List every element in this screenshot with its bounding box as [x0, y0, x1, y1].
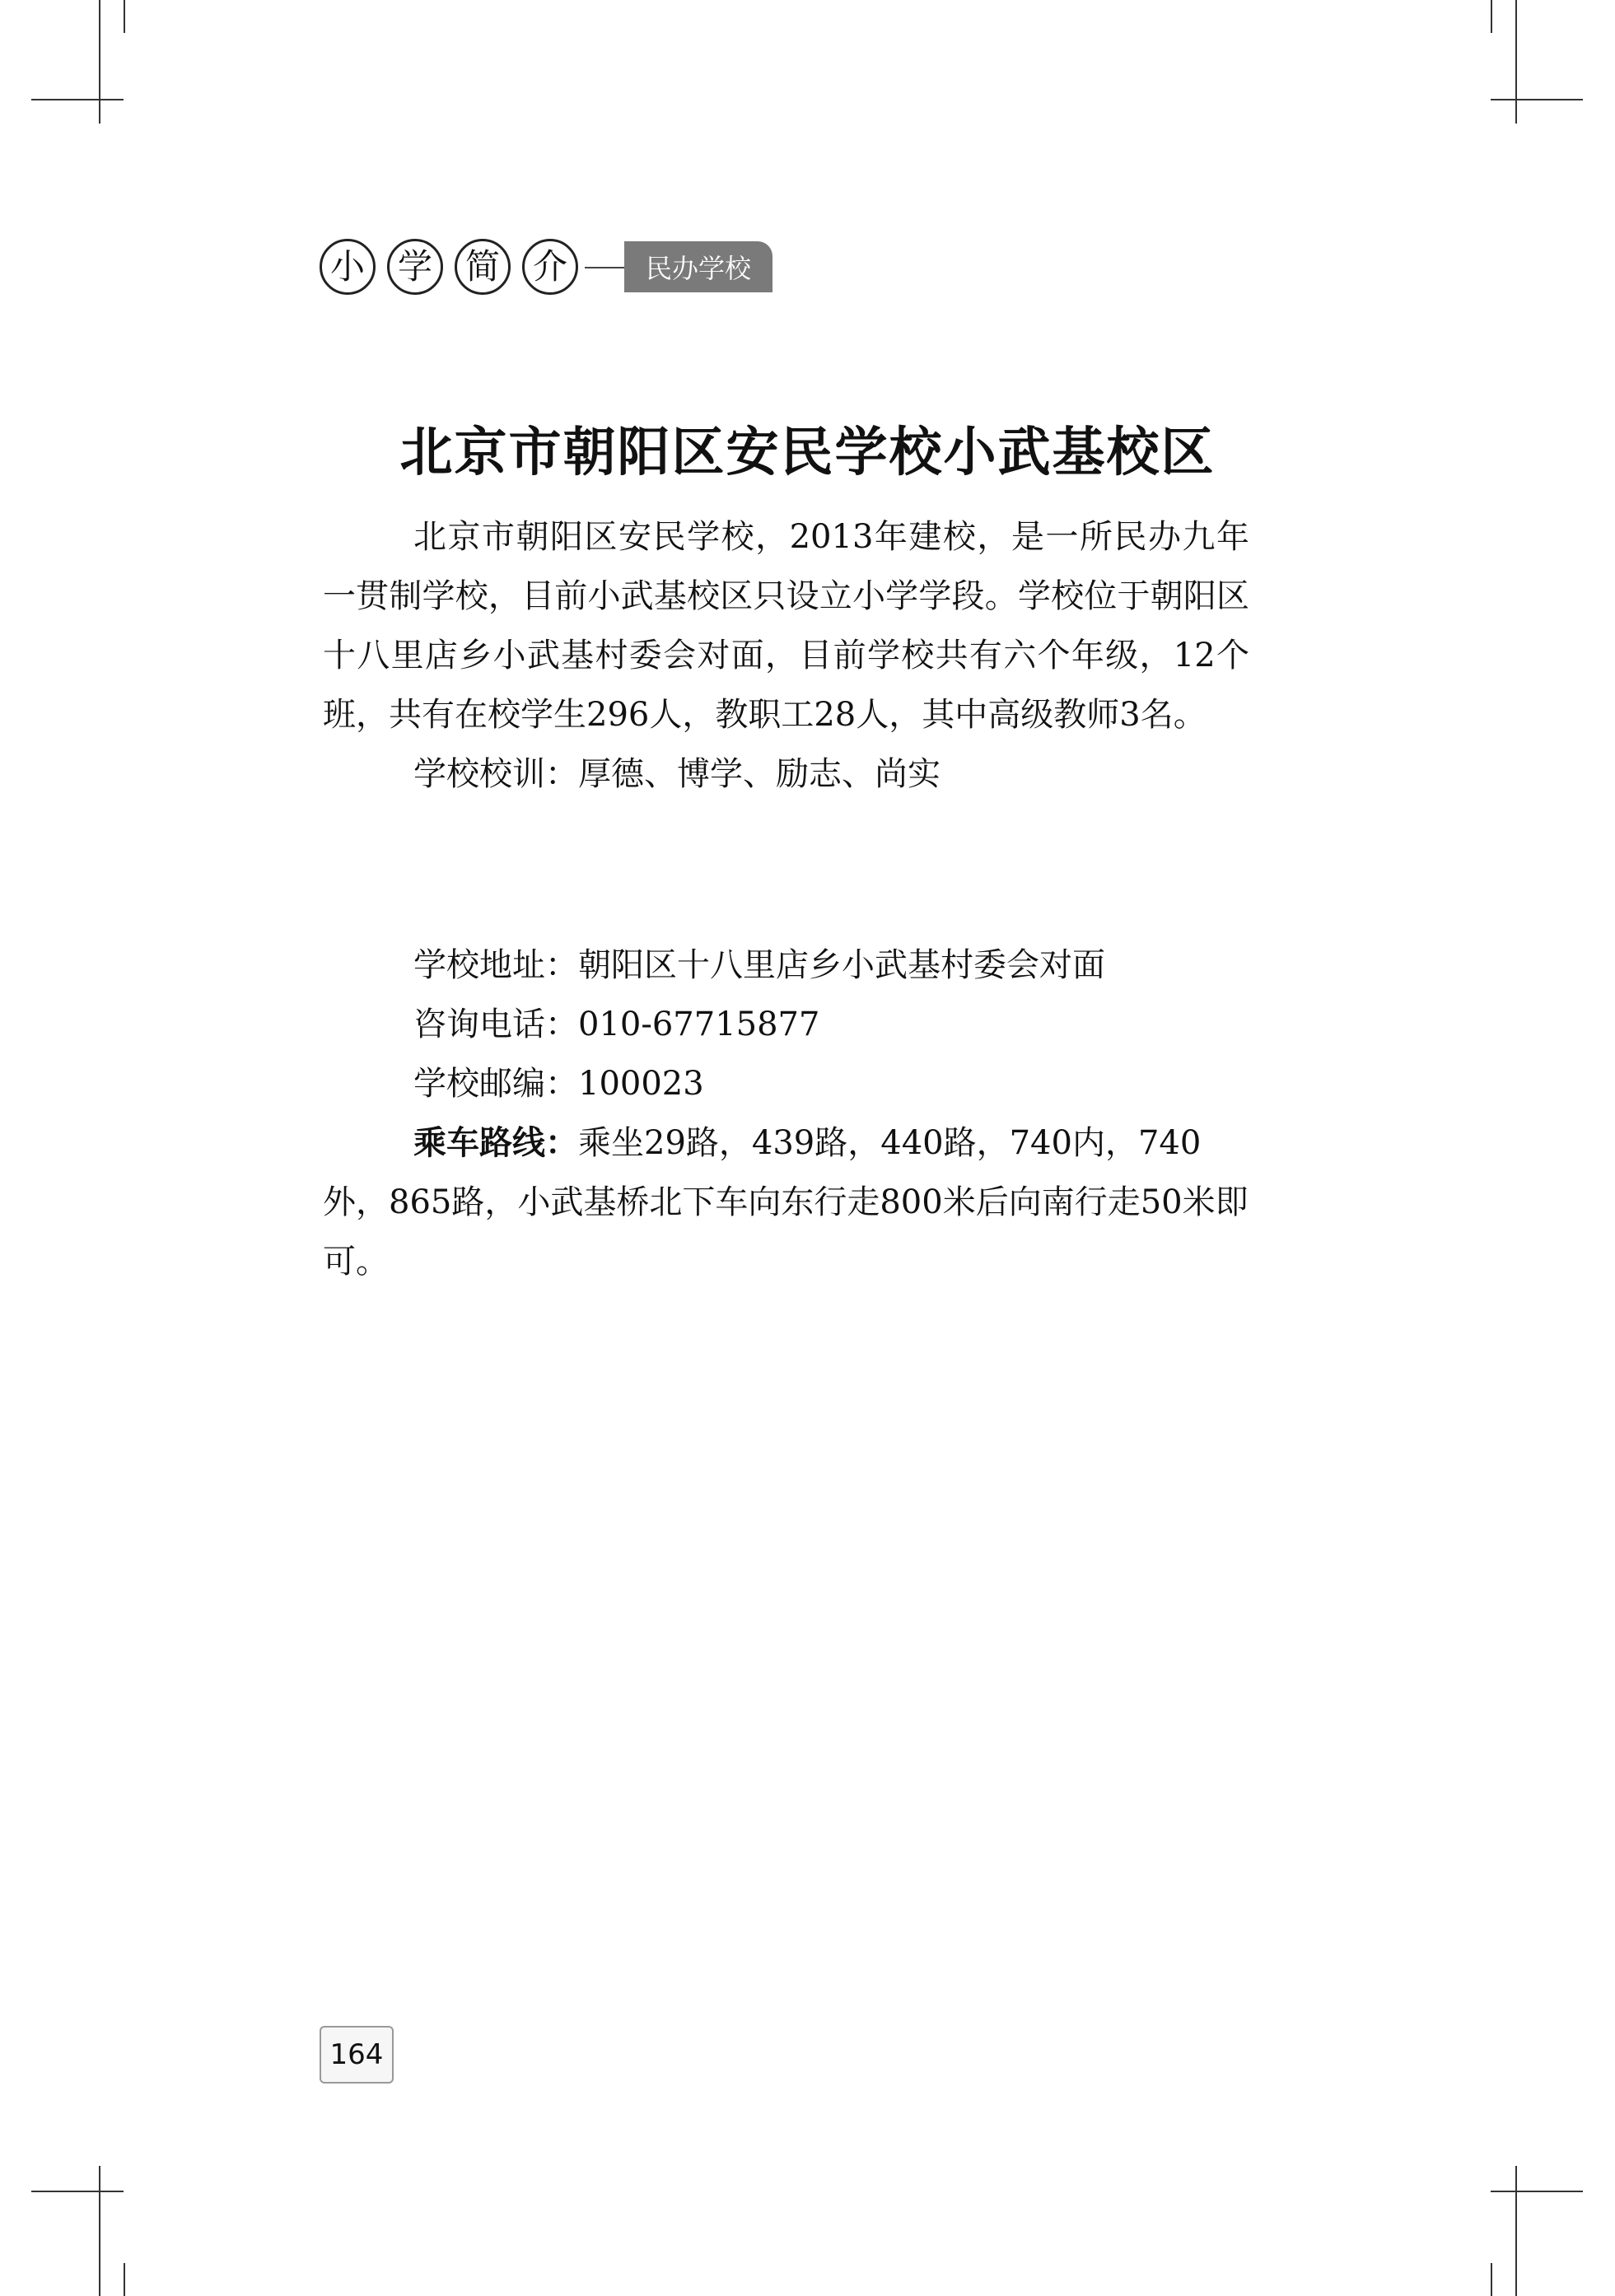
- page-number: 164: [320, 2026, 394, 2084]
- route-text: 乘坐29路，439路，440路，740内，740外，865路，小武基桥北下车向东行走800米后向南行走50米即可。: [323, 1124, 1249, 1281]
- route-label: 乘车路线：: [413, 1124, 578, 1162]
- crop-mark: [124, 0, 125, 33]
- crop-mark: [99, 0, 100, 124]
- crop-mark: [99, 2166, 100, 2296]
- crop-mark: [1515, 0, 1517, 124]
- crop-mark: [31, 2191, 124, 2192]
- phone-line: 咨询电话：010-67715877: [413, 1006, 820, 1043]
- crop-mark: [31, 99, 124, 100]
- series-char: 简: [455, 239, 511, 295]
- crop-mark: [1491, 99, 1583, 100]
- series-char: 学: [387, 239, 443, 295]
- intro-paragraph: 北京市朝阳区安民学校，2013年建校，是一所民办九年一贯制学校，目前小武基校区只设立小学学段。学校位于朝阳区十八里店乡小武基村委会对面，目前学校共有六个年级，12个班，共有在校学生296人，教职工28人，其中高级教师3名。: [323, 518, 1249, 734]
- route-paragraph: [323, 1113, 1249, 1291]
- postcode-line: 学校邮编：100023: [413, 1065, 704, 1103]
- page-title: 北京市朝阳区安民学校小武基校区: [399, 422, 1216, 483]
- crop-mark: [1491, 2191, 1583, 2192]
- motto-paragraph: 学校校训：厚德、博学、励志、尚实: [413, 755, 941, 793]
- crop-mark: [1515, 2166, 1517, 2296]
- crop-mark: [1491, 0, 1492, 33]
- crop-mark: [124, 2263, 125, 2296]
- address-line: 学校地址：朝阳区十八里店乡小武基村委会对面: [413, 946, 1105, 984]
- intro-text: [323, 507, 1249, 804]
- series-char: 介: [522, 239, 578, 295]
- category-tag: 民办学校: [624, 241, 772, 292]
- school-info: [323, 936, 1249, 1291]
- crop-mark: [1491, 2263, 1492, 2296]
- series-char: 小: [320, 239, 376, 295]
